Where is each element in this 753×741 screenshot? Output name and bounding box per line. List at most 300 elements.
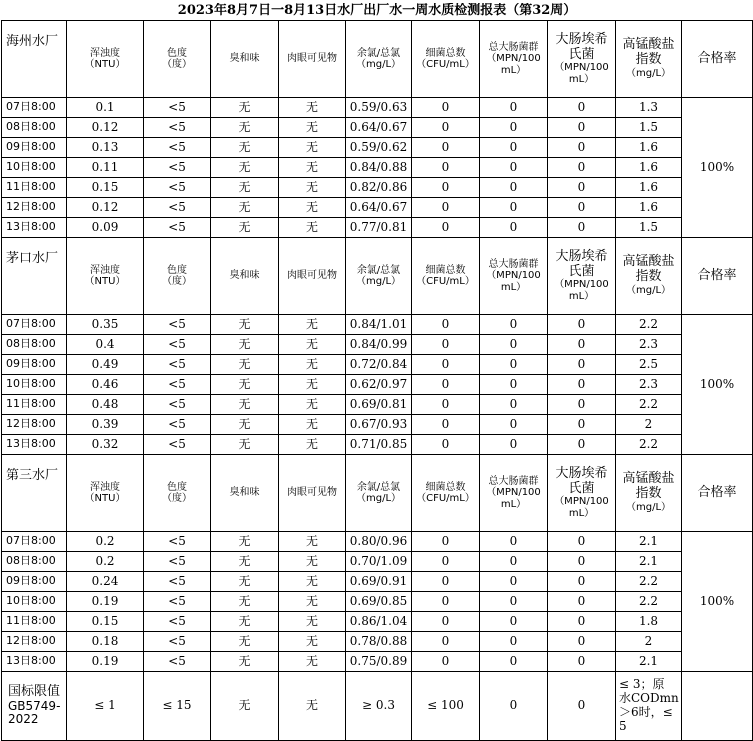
cell-chlorine: 0.71/0.85 bbox=[346, 435, 412, 455]
cell-ecoli: 0 bbox=[548, 395, 616, 415]
pass-rate-value: 100% bbox=[682, 98, 753, 238]
sample-time: 12日8:00 bbox=[2, 198, 67, 218]
cell-chlorine: 0.84/0.99 bbox=[346, 335, 412, 355]
header-visible-matter: 肉眼可见物 bbox=[279, 21, 346, 98]
table-row bbox=[2, 178, 753, 198]
cell-color: <5 bbox=[144, 632, 211, 652]
cell-permanganate: 2 bbox=[616, 415, 682, 435]
sample-time: 10日8:00 bbox=[2, 592, 67, 612]
cell-ecoli: 0 bbox=[548, 552, 616, 572]
table-row bbox=[2, 98, 753, 118]
cell-visible: 无 bbox=[279, 395, 346, 415]
header-chlorine bbox=[346, 238, 412, 315]
cell-color: <5 bbox=[144, 315, 211, 335]
header-coliform bbox=[480, 238, 548, 315]
cell-chlorine: 0.75/0.89 bbox=[346, 652, 412, 672]
cell-permanganate: 1.6 bbox=[616, 138, 682, 158]
table-row bbox=[2, 592, 753, 612]
header-line: （MPN/100 bbox=[554, 62, 609, 74]
cell-color: <5 bbox=[144, 652, 211, 672]
cell-visible: 无 bbox=[279, 138, 346, 158]
table-row bbox=[2, 118, 753, 138]
header-ecoli bbox=[548, 455, 616, 532]
table-row bbox=[2, 395, 753, 415]
plant-header-row bbox=[2, 21, 753, 98]
pass-rate-value: 100% bbox=[682, 315, 753, 455]
cell-visible: 无 bbox=[279, 612, 346, 632]
limit-ecoli: 0 bbox=[548, 672, 616, 741]
cell-odor: 无 bbox=[211, 532, 279, 552]
limit-coliform: 0 bbox=[480, 672, 548, 741]
table-row bbox=[2, 158, 753, 178]
cell-chlorine: 0.84/0.88 bbox=[346, 158, 412, 178]
cell-bacteria: 0 bbox=[412, 178, 480, 198]
cell-color: <5 bbox=[144, 415, 211, 435]
cell-permanganate: 2.3 bbox=[616, 375, 682, 395]
header-line: 余氯/总氯 bbox=[356, 481, 401, 493]
cell-permanganate: 2.2 bbox=[616, 572, 682, 592]
header-line: （MPN/100 bbox=[554, 496, 609, 508]
header-bacteria bbox=[412, 238, 480, 315]
standard-limits-row bbox=[2, 672, 753, 741]
cell-bacteria: 0 bbox=[412, 335, 480, 355]
cell-ecoli: 0 bbox=[548, 178, 616, 198]
header-odor: 臭和味 bbox=[211, 21, 279, 98]
cell-coliform: 0 bbox=[480, 612, 548, 632]
cell-permanganate: 1.8 bbox=[616, 612, 682, 632]
limit-odor: 无 bbox=[211, 672, 279, 741]
header-coliform bbox=[480, 21, 548, 98]
header-line: 氏菌 bbox=[568, 480, 595, 496]
cell-visible: 无 bbox=[279, 592, 346, 612]
cell-turbidity: 0.35 bbox=[67, 315, 144, 335]
cell-permanganate: 1.5 bbox=[616, 218, 682, 238]
header-line: 总大肠菌群 bbox=[488, 258, 539, 270]
header-pass-rate: 合格率 bbox=[682, 238, 753, 315]
sample-time: 12日8:00 bbox=[2, 632, 67, 652]
table-row bbox=[2, 552, 753, 572]
cell-turbidity: 0.49 bbox=[67, 355, 144, 375]
header-line: 色度 bbox=[167, 481, 187, 493]
plant-header-row bbox=[2, 455, 753, 532]
cell-color: <5 bbox=[144, 118, 211, 138]
cell-odor: 无 bbox=[211, 355, 279, 375]
header-line: （MPN/100 bbox=[486, 53, 541, 65]
cell-visible: 无 bbox=[279, 158, 346, 178]
limit-bacteria: ≤ 100 bbox=[412, 672, 480, 741]
table-row bbox=[2, 435, 753, 455]
cell-chlorine: 0.84/1.01 bbox=[346, 315, 412, 335]
header-line: mL） bbox=[568, 73, 595, 85]
cell-coliform: 0 bbox=[480, 652, 548, 672]
table-row bbox=[2, 218, 753, 238]
cell-permanganate: 2.2 bbox=[616, 315, 682, 335]
cell-turbidity: 0.19 bbox=[67, 592, 144, 612]
cell-bacteria: 0 bbox=[412, 415, 480, 435]
header-odor: 臭和味 bbox=[211, 238, 279, 315]
cell-turbidity: 0.2 bbox=[67, 552, 144, 572]
cell-ecoli: 0 bbox=[548, 652, 616, 672]
header-line: （mg/L） bbox=[355, 276, 402, 287]
cell-color: <5 bbox=[144, 178, 211, 198]
cell-turbidity: 0.18 bbox=[67, 632, 144, 652]
cell-turbidity: 0.13 bbox=[67, 138, 144, 158]
sample-time: 11日8:00 bbox=[2, 395, 67, 415]
header-line: 余氯/总氯 bbox=[356, 47, 401, 59]
table-row bbox=[2, 315, 753, 335]
header-line: （mg/L） bbox=[625, 68, 672, 80]
header-line: 大肠埃希 bbox=[555, 31, 608, 47]
cell-permanganate: 1.6 bbox=[616, 158, 682, 178]
header-line: （CFU/mL） bbox=[416, 59, 475, 70]
cell-coliform: 0 bbox=[480, 592, 548, 612]
cell-permanganate: 1.5 bbox=[616, 118, 682, 138]
cell-visible: 无 bbox=[279, 652, 346, 672]
cell-bacteria: 0 bbox=[412, 395, 480, 415]
header-line: 5 bbox=[619, 718, 627, 733]
header-line: 国标限值 bbox=[8, 683, 61, 699]
cell-visible: 无 bbox=[279, 218, 346, 238]
cell-coliform: 0 bbox=[480, 632, 548, 652]
header-line: （mg/L） bbox=[625, 285, 672, 297]
cell-color: <5 bbox=[144, 158, 211, 178]
table-row bbox=[2, 335, 753, 355]
cell-color: <5 bbox=[144, 98, 211, 118]
cell-turbidity: 0.39 bbox=[67, 415, 144, 435]
header-turbidity bbox=[67, 455, 144, 532]
table-row bbox=[2, 375, 753, 395]
header-line: （mg/L） bbox=[355, 493, 402, 504]
cell-visible: 无 bbox=[279, 415, 346, 435]
cell-chlorine: 0.78/0.88 bbox=[346, 632, 412, 652]
cell-bacteria: 0 bbox=[412, 218, 480, 238]
table-row bbox=[2, 415, 753, 435]
cell-chlorine: 0.59/0.62 bbox=[346, 138, 412, 158]
table-row bbox=[2, 198, 753, 218]
cell-bacteria: 0 bbox=[412, 632, 480, 652]
sample-time: 08日8:00 bbox=[2, 118, 67, 138]
cell-color: <5 bbox=[144, 335, 211, 355]
cell-turbidity: 0.15 bbox=[67, 612, 144, 632]
header-line: 浑浊度 bbox=[90, 47, 120, 59]
header-line: 指数 bbox=[635, 269, 662, 285]
header-line: （度） bbox=[162, 276, 192, 287]
header-color bbox=[144, 21, 211, 98]
cell-chlorine: 0.82/0.86 bbox=[346, 178, 412, 198]
sample-time: 10日8:00 bbox=[2, 158, 67, 178]
cell-bacteria: 0 bbox=[412, 375, 480, 395]
cell-odor: 无 bbox=[211, 98, 279, 118]
header-line: ＞6时，≤ bbox=[619, 705, 673, 719]
cell-color: <5 bbox=[144, 572, 211, 592]
cell-visible: 无 bbox=[279, 355, 346, 375]
cell-chlorine: 0.70/1.09 bbox=[346, 552, 412, 572]
cell-permanganate: 1.6 bbox=[616, 178, 682, 198]
cell-turbidity: 0.15 bbox=[67, 178, 144, 198]
cell-coliform: 0 bbox=[480, 335, 548, 355]
limit-color: ≤ 15 bbox=[144, 672, 211, 741]
cell-odor: 无 bbox=[211, 198, 279, 218]
header-color bbox=[144, 238, 211, 315]
cell-permanganate: 2.1 bbox=[616, 532, 682, 552]
header-line: （CFU/mL） bbox=[416, 276, 475, 287]
cell-odor: 无 bbox=[211, 315, 279, 335]
cell-permanganate: 2.2 bbox=[616, 435, 682, 455]
header-line: GB5749- bbox=[8, 698, 61, 713]
cell-color: <5 bbox=[144, 375, 211, 395]
cell-bacteria: 0 bbox=[412, 532, 480, 552]
cell-color: <5 bbox=[144, 552, 211, 572]
table-row bbox=[2, 572, 753, 592]
cell-chlorine: 0.80/0.96 bbox=[346, 532, 412, 552]
cell-bacteria: 0 bbox=[412, 592, 480, 612]
cell-chlorine: 0.69/0.81 bbox=[346, 395, 412, 415]
cell-bacteria: 0 bbox=[412, 98, 480, 118]
header-line: 细菌总数 bbox=[425, 264, 466, 276]
header-line: （度） bbox=[162, 493, 192, 504]
cell-chlorine: 0.64/0.67 bbox=[346, 118, 412, 138]
cell-turbidity: 0.1 bbox=[67, 98, 144, 118]
cell-turbidity: 0.46 bbox=[67, 375, 144, 395]
header-line: （MPN/100 bbox=[554, 279, 609, 291]
cell-coliform: 0 bbox=[480, 572, 548, 592]
header-line: （NTU） bbox=[84, 59, 126, 70]
header-permanganate bbox=[616, 21, 682, 98]
cell-odor: 无 bbox=[211, 118, 279, 138]
cell-ecoli: 0 bbox=[548, 218, 616, 238]
cell-odor: 无 bbox=[211, 592, 279, 612]
table-row bbox=[2, 632, 753, 652]
cell-coliform: 0 bbox=[480, 118, 548, 138]
cell-coliform: 0 bbox=[480, 415, 548, 435]
cell-coliform: 0 bbox=[480, 178, 548, 198]
cell-chlorine: 0.69/0.91 bbox=[346, 572, 412, 592]
cell-color: <5 bbox=[144, 592, 211, 612]
cell-ecoli: 0 bbox=[548, 118, 616, 138]
cell-bacteria: 0 bbox=[412, 612, 480, 632]
header-color bbox=[144, 455, 211, 532]
cell-visible: 无 bbox=[279, 552, 346, 572]
cell-turbidity: 0.32 bbox=[67, 435, 144, 455]
header-ecoli bbox=[548, 21, 616, 98]
header-bacteria bbox=[412, 455, 480, 532]
cell-odor: 无 bbox=[211, 158, 279, 178]
header-line: （CFU/mL） bbox=[416, 493, 475, 504]
header-line: （mg/L） bbox=[625, 502, 672, 514]
cell-turbidity: 0.19 bbox=[67, 652, 144, 672]
table-row bbox=[2, 532, 753, 552]
cell-turbidity: 0.4 bbox=[67, 335, 144, 355]
cell-ecoli: 0 bbox=[548, 198, 616, 218]
header-bacteria bbox=[412, 21, 480, 98]
sample-time: 09日8:00 bbox=[2, 572, 67, 592]
cell-odor: 无 bbox=[211, 435, 279, 455]
cell-chlorine: 0.69/0.85 bbox=[346, 592, 412, 612]
table-row bbox=[2, 138, 753, 158]
cell-coliform: 0 bbox=[480, 395, 548, 415]
cell-coliform: 0 bbox=[480, 98, 548, 118]
cell-bacteria: 0 bbox=[412, 138, 480, 158]
cell-color: <5 bbox=[144, 198, 211, 218]
sample-time: 13日8:00 bbox=[2, 218, 67, 238]
sample-time: 10日8:00 bbox=[2, 375, 67, 395]
header-line: 指数 bbox=[635, 52, 662, 68]
cell-ecoli: 0 bbox=[548, 315, 616, 335]
header-line: 浑浊度 bbox=[90, 481, 120, 493]
cell-color: <5 bbox=[144, 435, 211, 455]
header-line: 指数 bbox=[635, 486, 662, 502]
cell-ecoli: 0 bbox=[548, 612, 616, 632]
sample-time: 07日8:00 bbox=[2, 532, 67, 552]
cell-chlorine: 0.62/0.97 bbox=[346, 375, 412, 395]
cell-odor: 无 bbox=[211, 218, 279, 238]
cell-chlorine: 0.59/0.63 bbox=[346, 98, 412, 118]
cell-visible: 无 bbox=[279, 198, 346, 218]
header-line: 高锰酸盐 bbox=[622, 471, 675, 487]
header-line: （MPN/100 bbox=[486, 487, 541, 499]
plant-header-row bbox=[2, 238, 753, 315]
header-turbidity bbox=[67, 21, 144, 98]
header-odor: 臭和味 bbox=[211, 455, 279, 532]
cell-bacteria: 0 bbox=[412, 158, 480, 178]
cell-coliform: 0 bbox=[480, 198, 548, 218]
header-visible-matter: 肉眼可见物 bbox=[279, 238, 346, 315]
cell-bacteria: 0 bbox=[412, 315, 480, 335]
header-permanganate bbox=[616, 238, 682, 315]
header-line: 色度 bbox=[167, 264, 187, 276]
cell-permanganate: 2.2 bbox=[616, 395, 682, 415]
header-line: 细菌总数 bbox=[425, 47, 466, 59]
cell-color: <5 bbox=[144, 355, 211, 375]
table-row bbox=[2, 355, 753, 375]
cell-visible: 无 bbox=[279, 572, 346, 592]
cell-color: <5 bbox=[144, 218, 211, 238]
header-line: 大肠埃希 bbox=[555, 465, 608, 481]
cell-bacteria: 0 bbox=[412, 652, 480, 672]
cell-odor: 无 bbox=[211, 178, 279, 198]
header-coliform bbox=[480, 455, 548, 532]
header-line: 总大肠菌群 bbox=[488, 41, 539, 53]
header-line: mL） bbox=[568, 290, 595, 302]
cell-turbidity: 0.09 bbox=[67, 218, 144, 238]
cell-visible: 无 bbox=[279, 435, 346, 455]
water-quality-report-table bbox=[1, 3, 753, 741]
cell-visible: 无 bbox=[279, 632, 346, 652]
limit-turbidity: ≤ 1 bbox=[67, 672, 144, 741]
sample-time: 13日8:00 bbox=[2, 435, 67, 455]
header-ecoli bbox=[548, 238, 616, 315]
header-line: mL） bbox=[500, 64, 527, 76]
header-line: （NTU） bbox=[84, 493, 126, 504]
sample-time: 11日8:00 bbox=[2, 178, 67, 198]
header-line: 高锰酸盐 bbox=[622, 254, 675, 270]
cell-ecoli: 0 bbox=[548, 355, 616, 375]
cell-ecoli: 0 bbox=[548, 98, 616, 118]
cell-permanganate: 2.3 bbox=[616, 335, 682, 355]
cell-coliform: 0 bbox=[480, 138, 548, 158]
header-visible-matter: 肉眼可见物 bbox=[279, 455, 346, 532]
header-line: （MPN/100 bbox=[486, 270, 541, 282]
sample-time: 07日8:00 bbox=[2, 315, 67, 335]
cell-chlorine: 0.72/0.84 bbox=[346, 355, 412, 375]
cell-chlorine: 0.77/0.81 bbox=[346, 218, 412, 238]
cell-visible: 无 bbox=[279, 315, 346, 335]
cell-odor: 无 bbox=[211, 335, 279, 355]
sample-time: 09日8:00 bbox=[2, 138, 67, 158]
cell-permanganate: 1.3 bbox=[616, 98, 682, 118]
limit-permanganate bbox=[616, 672, 682, 741]
cell-coliform: 0 bbox=[480, 435, 548, 455]
cell-coliform: 0 bbox=[480, 315, 548, 335]
header-pass-rate: 合格率 bbox=[682, 455, 753, 532]
table-row bbox=[2, 612, 753, 632]
header-line: mL） bbox=[500, 498, 527, 510]
cell-turbidity: 0.2 bbox=[67, 532, 144, 552]
header-line: 大肠埃希 bbox=[555, 248, 608, 264]
cell-visible: 无 bbox=[279, 375, 346, 395]
header-chlorine bbox=[346, 455, 412, 532]
cell-odor: 无 bbox=[211, 572, 279, 592]
header-line: 浑浊度 bbox=[90, 264, 120, 276]
cell-odor: 无 bbox=[211, 138, 279, 158]
header-line: mL） bbox=[568, 507, 595, 519]
header-line: 色度 bbox=[167, 47, 187, 59]
cell-odor: 无 bbox=[211, 612, 279, 632]
header-line: 余氯/总氯 bbox=[356, 264, 401, 276]
report-title: 2023年8月7日一8月13日水厂出厂水一周水质检测报表（第32周） bbox=[177, 3, 577, 19]
header-line: ≤ 3；原 bbox=[619, 677, 665, 692]
cell-permanganate: 2.2 bbox=[616, 592, 682, 612]
sample-time: 13日8:00 bbox=[2, 652, 67, 672]
cell-odor: 无 bbox=[211, 395, 279, 415]
cell-visible: 无 bbox=[279, 118, 346, 138]
limit-visible: 无 bbox=[279, 672, 346, 741]
cell-turbidity: 0.24 bbox=[67, 572, 144, 592]
cell-coliform: 0 bbox=[480, 552, 548, 572]
cell-color: <5 bbox=[144, 138, 211, 158]
header-line: 水CODmn bbox=[619, 691, 679, 706]
header-pass-rate: 合格率 bbox=[682, 21, 753, 98]
cell-chlorine: 0.86/1.04 bbox=[346, 612, 412, 632]
plant-name: 茅口水厂 bbox=[2, 238, 67, 315]
table-row bbox=[2, 652, 753, 672]
cell-permanganate: 2 bbox=[616, 632, 682, 652]
cell-permanganate: 2.1 bbox=[616, 652, 682, 672]
cell-bacteria: 0 bbox=[412, 355, 480, 375]
header-line: 氏菌 bbox=[568, 46, 595, 62]
header-line: 氏菌 bbox=[568, 263, 595, 279]
header-line: mL） bbox=[500, 281, 527, 293]
cell-bacteria: 0 bbox=[412, 552, 480, 572]
cell-coliform: 0 bbox=[480, 355, 548, 375]
sample-time: 09日8:00 bbox=[2, 355, 67, 375]
cell-ecoli: 0 bbox=[548, 532, 616, 552]
limit-chlorine: ≥ 0.3 bbox=[346, 672, 412, 741]
sample-time: 07日8:00 bbox=[2, 98, 67, 118]
limit-pass-rate-empty bbox=[682, 672, 753, 741]
cell-ecoli: 0 bbox=[548, 138, 616, 158]
cell-visible: 无 bbox=[279, 178, 346, 198]
cell-odor: 无 bbox=[211, 652, 279, 672]
cell-permanganate: 2.1 bbox=[616, 552, 682, 572]
header-line: （mg/L） bbox=[355, 59, 402, 70]
cell-color: <5 bbox=[144, 532, 211, 552]
cell-coliform: 0 bbox=[480, 532, 548, 552]
plant-name: 海州水厂 bbox=[2, 21, 67, 98]
cell-coliform: 0 bbox=[480, 375, 548, 395]
cell-permanganate: 2.5 bbox=[616, 355, 682, 375]
cell-turbidity: 0.12 bbox=[67, 118, 144, 138]
